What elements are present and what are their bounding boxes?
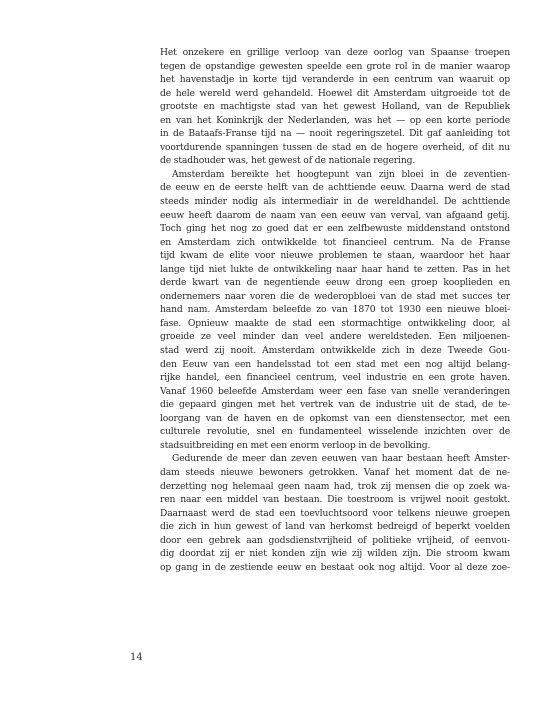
text-line: dam steeds nieuwe bewoners getrokken. Vanaf het moment dat de ne- [160, 466, 510, 478]
text-line: den Eeuw van een handelsstad tot een stad met een nog altijd belang- [160, 358, 510, 370]
text-line: derzetting nog helemaal geen naam had, trok zij mensen die op zoek wa- [160, 480, 510, 492]
page-number: 14 [130, 652, 143, 663]
text-line: steeds minder nodig als intermediair in de wereldhandel. De achttiende [160, 196, 510, 208]
text-line: stad werd zij nooit. Amsterdam ontwikkelde zich in deze Tweede Gou- [160, 345, 510, 357]
text-line: en Amsterdam zich ontwikkelde tot financieel centrum. Na de Franse [160, 236, 510, 248]
text-line: ondernemers naar voren die de wederopbloei van de stad met succes ter [160, 290, 510, 302]
text-line: Gedurende de meer dan zeven eeuwen van haar bestaan heeft Amster- [172, 453, 510, 465]
body-text [160, 46, 510, 574]
text-line: Amsterdam bereikte het hoogtepunt van zijn bloei in de zeventien- [172, 168, 510, 180]
text-line: Het onzekere en grillige verloop van deze oorlog van Spaanse troepen [160, 47, 510, 58]
paragraph [160, 168, 510, 452]
text-line: rijke handel, een financieel centrum, veel industrie en een grote haven. [160, 372, 510, 384]
text-line: de stadhouder was, het gewest of de nationale regering. [160, 155, 416, 167]
text-line: die zich in hun gewest of land van herkomst bedreigd of beperkt voelden [160, 521, 510, 533]
text-line: door een gebrek aan godsdienstvrijheid of politieke vrijheid, of eenvou- [160, 534, 510, 546]
text-line: Vanaf 1960 beleefde Amsterdam weer een fase van snelle veranderingen [160, 385, 510, 397]
text-line: hand nam. Amsterdam beleefde zo van 1870 tot 1930 een nieuwe bloei- [160, 304, 510, 316]
text-line: de eeuw en de eerste helft van de achttiende eeuw. Daarna werd de stad [160, 182, 510, 194]
text-line: die gepaard gingen met het vertrek van de industrie uit de stad, de te- [160, 399, 510, 411]
text-line: tijd kwam de elite voor nieuwe problemen te staan, waardoor het haar [160, 250, 510, 262]
text-line: voortdurende spanningen tussen de stad en de hogere overheid, of dit nu [160, 141, 510, 153]
text-line: de hele wereld werd gehandeld. Hoewel dit Amsterdam uitgroeide tot de [160, 87, 510, 99]
text-line: op gang in de zestiende eeuw en bestaat ook nog altijd. Voor al deze zoe- [160, 561, 510, 573]
text-line: Daarnaast werd de stad een toevluchtsoord voor telkens nieuwe groepen [160, 507, 510, 519]
text-line: culturele revolutie, snel en fundamenteel wisselende inzichten over de [160, 426, 510, 438]
text-line: Toch ging het nog zo goed dat er een zelfbewuste middenstand ontstond [160, 223, 510, 235]
text-line: derde kwart van de negentiende eeuw drong een groep kooplieden en [160, 277, 510, 289]
text-line: fase. Opnieuw maakte de stad een stormachtige ontwikkeling door, al [160, 317, 510, 329]
text-line: tegen de opstandige gewesten speelde een grote rol in de manier waarop [160, 60, 510, 72]
text-line: stadsuitbreiding en met een enorm verloop in de bevolking. [160, 439, 431, 451]
text-line: loorgang van de haven en de opkomst van een dienstensector, met een [160, 412, 510, 424]
text-line: lange tijd niet lukte de ontwikkeling naar haar hand te zetten. Pas in het [160, 263, 510, 275]
text-line: het havenstadje in korte tijd veranderde in een centrum van waaruit op [160, 74, 510, 86]
text-line: in de Bataafs-Franse tijd na — nooit regeringszetel. Dit gaf aanleiding tot [160, 128, 510, 140]
paragraph [160, 452, 510, 574]
text-line: groeide ze veel minder dan veel andere wereldsteden. Een miljoenen- [160, 331, 510, 343]
text-line: eeuw heeft daarom de naam van een eeuw van verval, van afgaand getij. [160, 209, 510, 221]
text-line: grootste en machtigste stad van het gewest Holland, van de Republiek [160, 101, 510, 113]
paragraph [160, 46, 510, 168]
text-line: en van het Koninkrijk der Nederlanden, was het — op een korte periode [160, 114, 510, 126]
text-line: dig doordat zij er niet konden zijn wie zij wilden zijn. Die stroom kwam [160, 548, 510, 560]
text-line: ren naar een middel van bestaan. Die toestroom is vrijwel nooit gestokt. [160, 494, 510, 506]
